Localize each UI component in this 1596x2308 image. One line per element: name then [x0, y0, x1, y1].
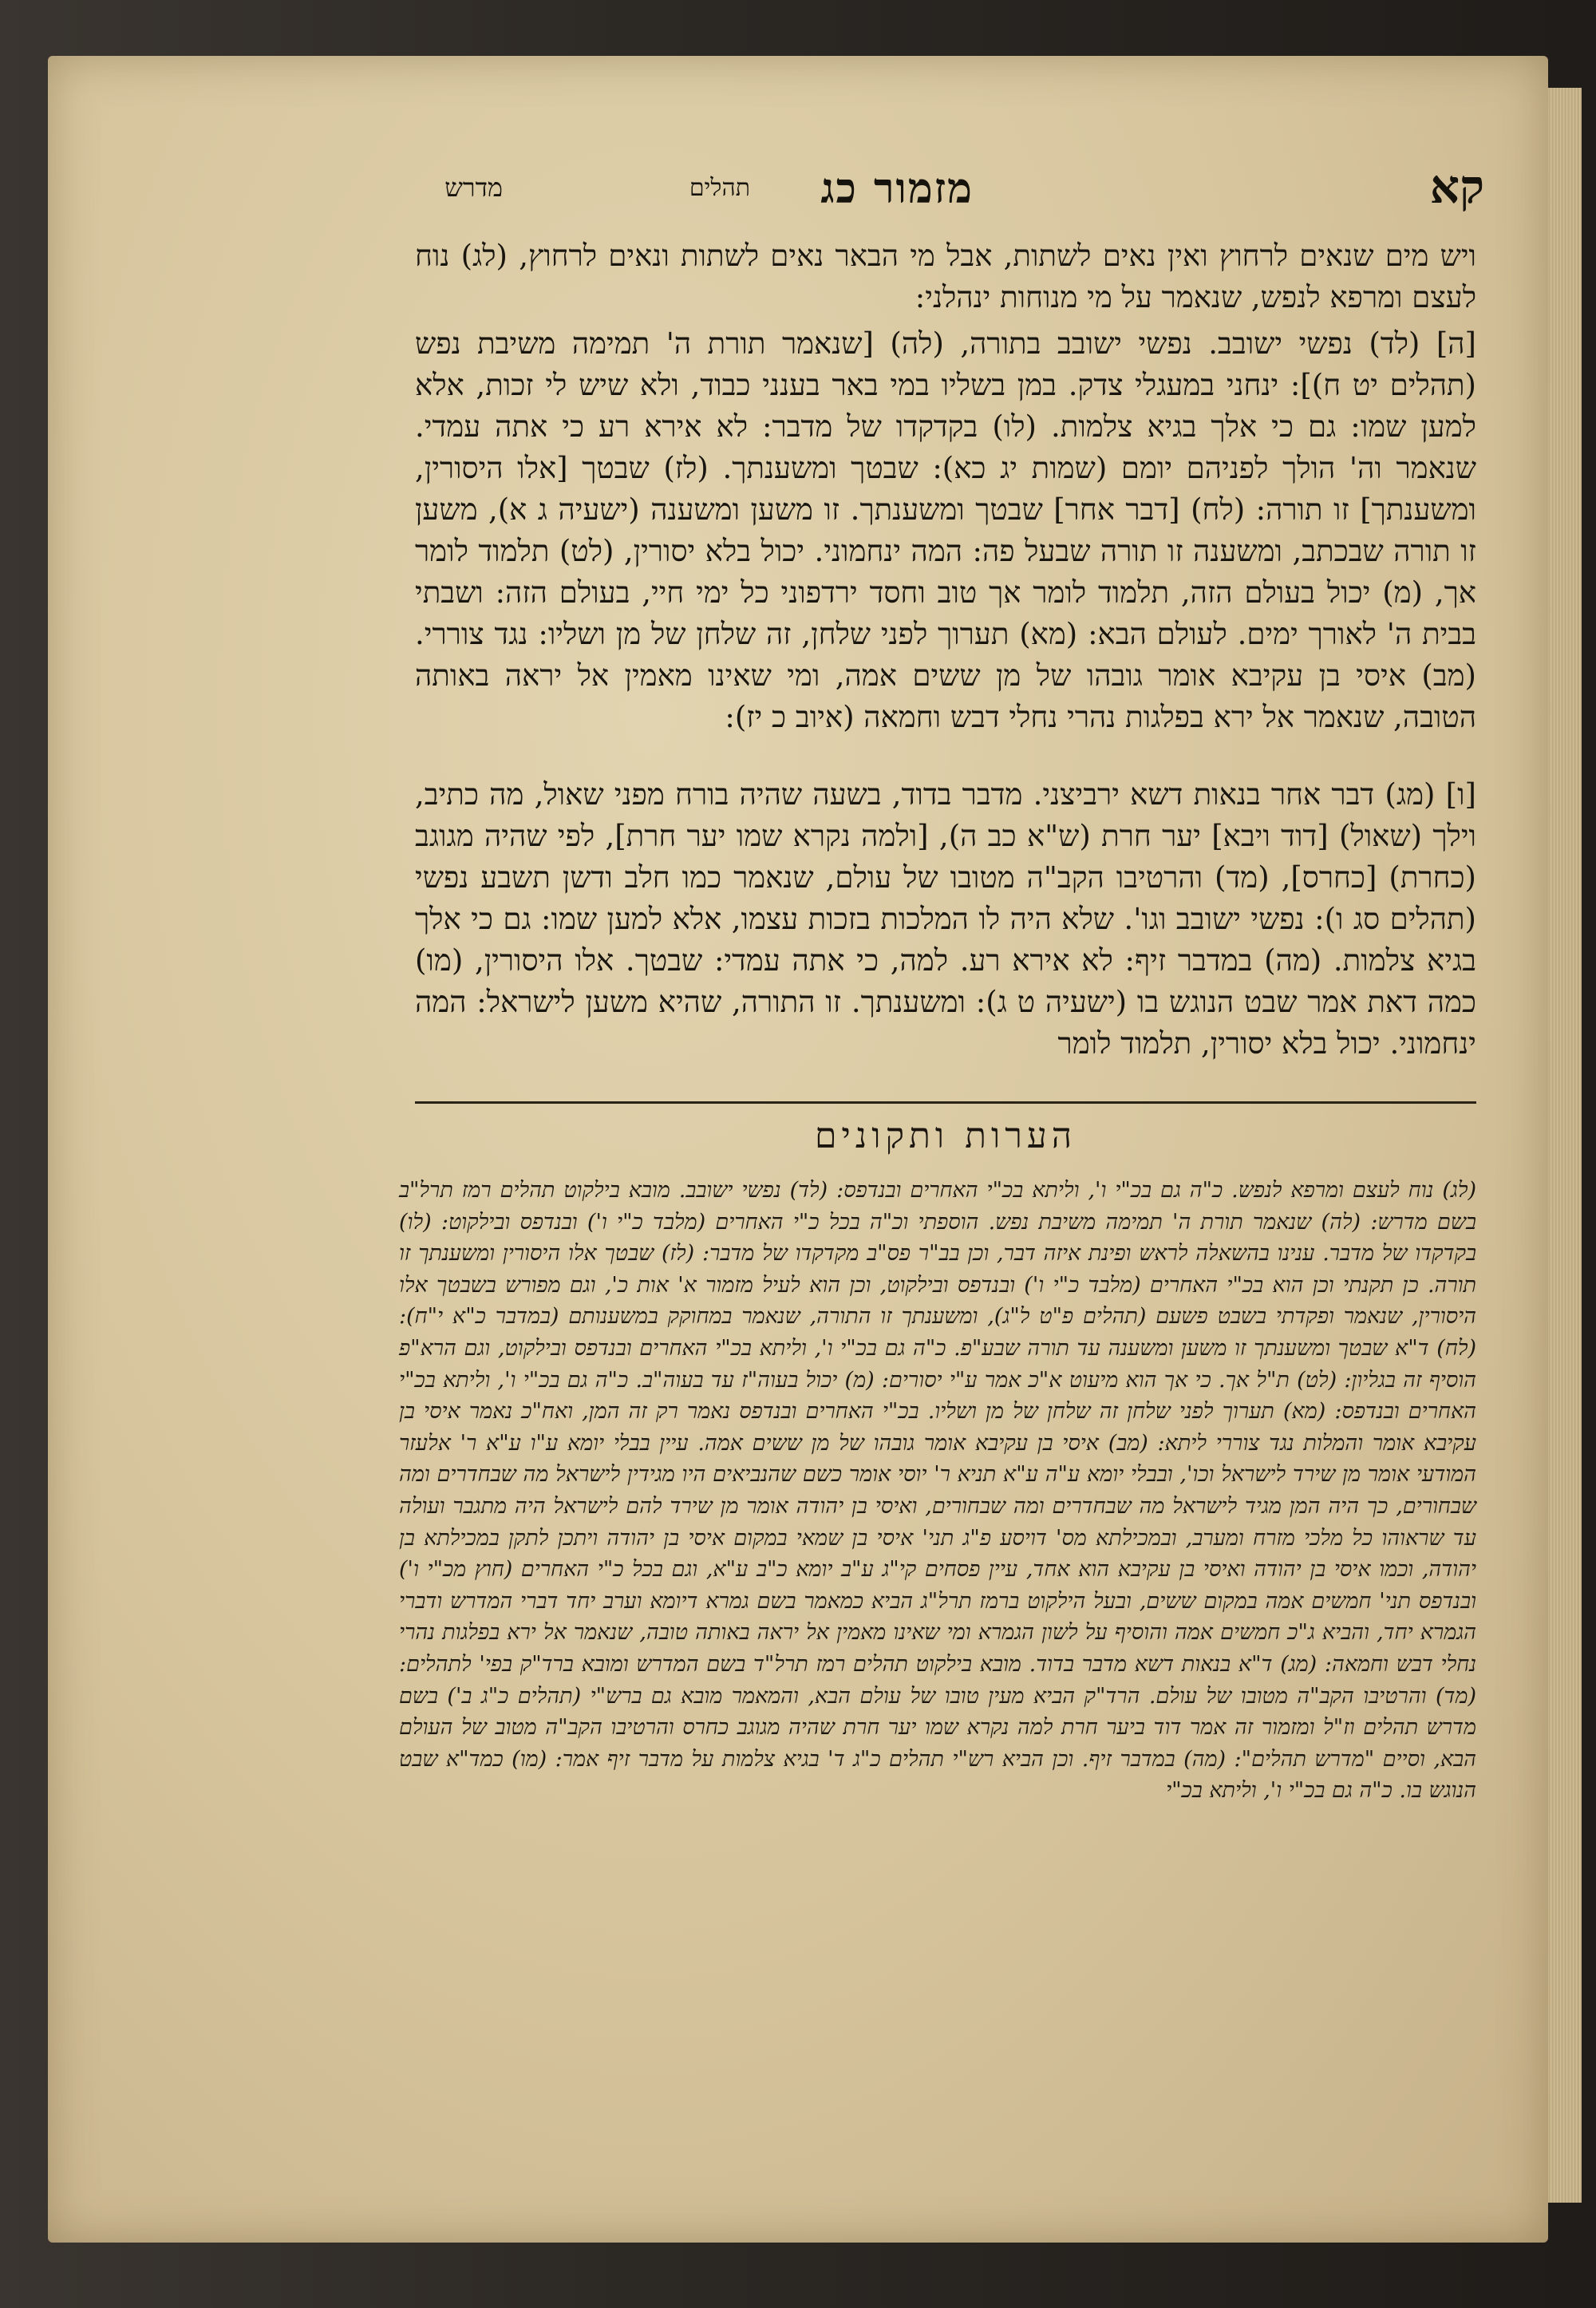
midrash-label: מדרש [444, 172, 503, 203]
psalm-title: מזמור כג [820, 164, 974, 213]
notes-heading: הערות ותקונים [814, 1116, 1077, 1156]
book-name: תהלים [689, 174, 750, 202]
notes-text: (לג) נוח לעצם ומרפא לנפש. כ"ה גם בכ"י ו', וליתא בכ"י האחרים ובנדפס: (לד) נפשי ישובב. מובא בילקוט תהלים רמז תרל"ב בשם מדרש: (לה) שנאמר תורת ה' תמימה משיבת נפש. הוספתי וכ"ה בכל כ"י האחרים (מלבד כ"י ו') ובנדפס ובילקוט: (לו) בקדקדו של מדבר. ענינו בהשאלה לראש ופינת איזה דבר, וכן בב"ר פס"ב מקדקדו של מדבר: (לז) שבטך אלו היסורין ומשענתך זו תורה. כן תקנתי וכן הוא בכ"י האחרים (מלבד כ"י ו') ובנדפס ובילקוט, וכן הוא לעיל מזמור א' אות כ', וגם מפורש בשבטך אלו היסורין, שנאמר ופקדתי בשבט פשעם (תהלים פ"ט ל"ג), ומשענתך זו התורה, שנאמר במחוקק במשענותם (במדבר כ"א י"ח): (לח) ד"א שבטך ומשענתך זו משען ומשענה עד תורה שבע"פ. כ"ה גם בכ"י ו', וליתא בכ"י האחרים ובנדפס ובילקוט, וגם הרא"פ הוסיף זה בגליון: (לט) ת"ל אך. כי אך הוא מיעוט א"כ אמר ע"י יסורים: (מ) יכול בעוה"ז עד בעוה"ב. כ"ה גם בכ"י ו', וליתא בכ"י האחרים ובנדפס: (מא) תערוך לפני שלחן זה שלחן של מן ושליו. בכ"י האחרים ובנדפס נאמר רק זה המן, ואח"כ נאמר איסי בן עקיבא אומר והמלות נגד צוררי ליתא: (מב) איסי בן עקיבא אומר גובהו של מן ששים אמה. עיין בבלי יומא ע"ו ע"א ר' אלעזר המודעי אומר מן שירד לישראל וכו', ובבלי יומא ע"ה ע"א תניא ר' יוסי אומר כשם שהנביאים היו מגידין לישראל מה שבחדרים ומה שבחורים, כך היה המן מגיד לישראל מה שבחדרים ומה שבחורים, ואיסי בן יהודה אומר מן שירד להם לישראל היה מתגבר ועולה עד שראוהו כל מלכי מזרח ומערב, ובמכילתא מס' דויסע פ"ג תני' איסי בן שמאי במקום איסי בן יהודה ויתכן לתקן במכילתא בן יהודה, וכמו איסי בן יהודה ואיסי בן עקיבא הוא אחד, עיין פסחים קי"ג ע"ב יומא כ"ב ע"א, וגם בכל כ"י האחרים (חוץ מכ"י ו') ובנדפס תני' חמשים אמה במקום ששים, ובעל הילקוט ברמז תרל"ג הביא כמאמר בשם גמרא דיומא וערב יחד דברי המדרש ודברי הגמרא יחד, והביא ג"כ חמשים אמה והוסיף על לשון הגמרא ומי שאינו מאמין אל יראה באותה טובה, שנאמר אל ירא בפלגות נהרי נחלי דבש וחמאה: (מג) ד"א בנאות דשא מדבר בדוד. מובא בילקוט תהלים רמז תרל"ד בשם המדרש ומובא ברד"ק בפי' לתהלים: (מד) והרטיבו הקב"ה מטובו של עולם. הרד"ק הביא מעין טובו של עולם הבא, והמאמר מובא גם ברש"י (תהלים כ"ג ב') בשם מדרש תהלים וז"ל ומזמור זה אמר דוד ביער חרת למה נקרא שמו יער חרת שהיה מגוגב כחרס והרטיבו הקב"ה מטוב של העולם הבא, וסיים "מדרש תהלים": (מה) במדבר זיף. וכן הביא רש"י תהלים כ"ג ד' בגיא צלמות על מדבר זיף אמר: (מו) כמד"א שבט הנוגש בו. כ"ה גם בכ"י ו', וליתא בכ"י [399, 1178, 1476, 1804]
text-block-section-6: [ו] (מג) דבר אחר בנאות דשא ירביצני. מדבר בדוד, בשעה שהיה בורח מפני שאול, מה כתיב, וילך (שאול) [דוד ויבא] יער חרת (ש"א כב ה), [ולמה נקרא שמו יער חרת], לפי שהיה מגוגב (כחרת) [כחרס], (מד) והרטיבו הקב"ה מטובו של עולם, שנאמר כמו חלב ודשן תשבע נפשי (תהלים סג ו): נפשי ישובב וגו'. שלא היה לו המלכות בזכות עצמו, אלא למען שמו: גם כי אלך בגיא צלמות. (מה) במדבר זיף: לא אירא רע. למה, כי אתה עמדי: שבטך. אלו היסורין, (מו) כמה דאת אמר שבט הנוגש בו (ישעיה ט ג): ומשענתך. זו התורה, שהיא משען לישראל: המה ינחמוני. יכול בלא יסורין, תלמוד לומר [415, 777, 1476, 1061]
text-block-section-5: [ה] (לד) נפשי ישובב. נפשי ישובב בתורה, (לה) [שנאמר תורת ה' תמימה משיבת נפש (תהלים יט ח)]: ינחני במעגלי צדק. במן בשליו במי באר בענני כבוד, ולא שיש לי זכות, אלא למען שמו: גם כי אלך בגיא צלמות. (לו) בקדקדו של מדבר: לא אירא רע כי אתה עמדי. שנאמר וה' הולך לפניהם יומם (שמות יג כא): שבטך ומשענתך. (לז) שבטך [אלו היסורין, ומשענתך] זו תורה: (לח) [דבר אחר] שבטך ומשענתך. זו משען ומשענה (ישעיה ג א), משען זו תורה שבכתב, ומשענה זו תורה שבעל פה: המה ינחמוני. יכול בלא יסורין, (לט) תלמוד לומר אך, (מ) יכול בעולם הזה, תלמוד לומר אך טוב וחסד ירדפוני כל ימי חיי, בעולם הזה: ושבתי בבית ה' לאורך ימים. לעולם הבא: (מא) תערוך לפני שלחן, זה שלחן של מן ושליו: נגד צוררי. (מב) איסי בן עקיבא אומר גובהו של מן ששים אמה, ומי שאינו מאמין אל יראה באותה הטובה, שנאמר אל ירא בפלגות נהרי נחלי דבש וחמאה (איוב כ יז): [415, 326, 1476, 734]
footnote-divider [415, 1101, 1476, 1104]
running-head [351, 160, 1484, 231]
folio-number: קא [1429, 160, 1484, 214]
text-block-continuation: ויש מים שנאים לרחוץ ואין נאים לשתות, אבל מי הבאר נאים לשתות ונאים לרחוץ, (לג) נוח לעצם ומרפא לנפש, שנאמר על מי מנוחות ינהלני: [415, 239, 1476, 314]
